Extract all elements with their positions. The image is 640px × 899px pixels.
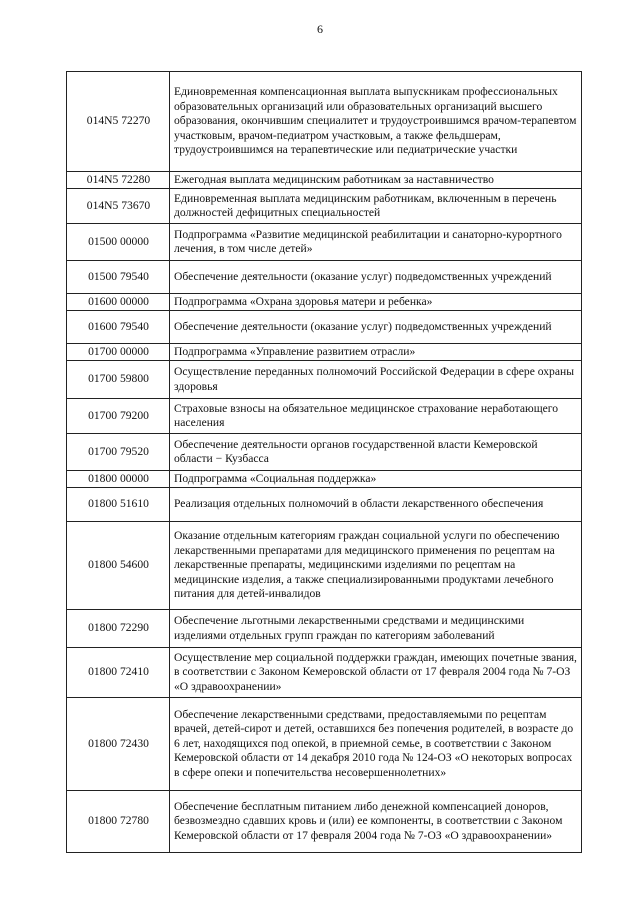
description-cell: Осуществление переданных полномочий Российской Федерации в сфере охраны здоровья: [170, 361, 582, 399]
table-row: [67, 344, 582, 361]
code-cell: 01800 54600: [67, 522, 170, 610]
code-cell: 01800 72410: [67, 648, 170, 698]
table-row: [67, 399, 582, 434]
description-cell: Оказание отдельным категориям граждан социальной услуги по обеспечению лекарственными препаратами для медицинского применения по рецептам на лекарственные препараты, медицинскими изделиями по рецептам на медицинские изделия, а также специализированными продуктами лечебного питания для детей-инвалидов: [170, 522, 582, 610]
page-number: 6: [317, 22, 323, 36]
code-cell: 014N5 73670: [67, 189, 170, 224]
description-cell: Единовременная компенсационная выплата выпускникам профессиональных образовательных организаций или образовательных организаций высшего образования, окончившим специалитет и трудоустроившимся врачом-терапевтом участковым, врачом-педиатром участковым, а также фельдшерам, трудоустроившимся на терапевтические или педиатрические участки: [170, 72, 582, 172]
table-row: [67, 522, 582, 610]
description-cell: Подпрограмма «Развитие медицинской реабилитации и санаторно-курортного лечения, в том числе детей»: [170, 224, 582, 261]
budget-classification-table: [66, 71, 582, 853]
code-cell: 01800 72430: [67, 698, 170, 791]
table-row: [67, 648, 582, 698]
table-row: [67, 172, 582, 189]
table-row: [67, 610, 582, 648]
description-cell: Обеспечение деятельности (оказание услуг) подведомственных учреждений: [170, 261, 582, 294]
description-cell: Подпрограмма «Управление развитием отрасли»: [170, 344, 582, 361]
code-cell: 01500 00000: [67, 224, 170, 261]
code-cell: 01800 72780: [67, 791, 170, 853]
table-row: [67, 434, 582, 471]
code-cell: 01800 51610: [67, 488, 170, 522]
code-cell: 014N5 72280: [67, 172, 170, 189]
code-cell: 01700 79520: [67, 434, 170, 471]
description-cell: Обеспечение деятельности (оказание услуг) подведомственных учреждений: [170, 311, 582, 344]
description-cell: Обеспечение деятельности органов государственной власти Кемеровской области − Кузбасса: [170, 434, 582, 471]
description-cell: Страховые взносы на обязательное медицинское страхование неработающего населения: [170, 399, 582, 434]
description-cell: Единовременная выплата медицинским работникам, включенным в перечень должностей дефицитных специальностей: [170, 189, 582, 224]
table-row: [67, 488, 582, 522]
description-cell: Обеспечение льготными лекарственными средствами и медицинскими изделиями отдельных групп граждан по категориям заболеваний: [170, 610, 582, 648]
table-row: [67, 361, 582, 399]
code-cell: 01700 59800: [67, 361, 170, 399]
description-cell: Подпрограмма «Социальная поддержка»: [170, 471, 582, 488]
description-cell: Ежегодная выплата медицинским работникам за наставничество: [170, 172, 582, 189]
code-cell: 01700 00000: [67, 344, 170, 361]
table-row: [67, 72, 582, 172]
code-cell: 01800 72290: [67, 610, 170, 648]
description-cell: Осуществление мер социальной поддержки граждан, имеющих почетные звания, в соответствии с Законом Кемеровской области от 17 февраля 2004 года № 7-ОЗ «О здравоохранении»: [170, 648, 582, 698]
code-cell: 01500 79540: [67, 261, 170, 294]
code-cell: 01700 79200: [67, 399, 170, 434]
description-cell: Обеспечение лекарственными средствами, предоставляемыми по рецептам врачей, детей-сирот и детей, оставшихся без попечения родителей, в возрасте до 6 лет, находящихся под опекой, в приемной семье, в соответствии с Законом Кемеровской области от 14 декабря 2010 года № 124-ОЗ «О некоторых вопросах в сфере опеки и попечительства несовершеннолетних»: [170, 698, 582, 791]
table-row: [67, 311, 582, 344]
table-row: [67, 189, 582, 224]
code-cell: 01600 00000: [67, 294, 170, 311]
code-cell: 01600 79540: [67, 311, 170, 344]
table-row: [67, 261, 582, 294]
table-row: [67, 224, 582, 261]
table-row: [67, 698, 582, 791]
code-cell: 01800 00000: [67, 471, 170, 488]
code-cell: 014N5 72270: [67, 72, 170, 172]
table-row: [67, 294, 582, 311]
table-row: [67, 471, 582, 488]
table-row: [67, 791, 582, 853]
description-cell: Обеспечение бесплатным питанием либо денежной компенсацией доноров, безвозмездно сдавших кровь и (или) ее компоненты, в соответствии с Законом Кемеровской области от 17 февраля 2004 года № 7-ОЗ «О здравоохранении»: [170, 791, 582, 853]
description-cell: Подпрограмма «Охрана здоровья матери и ребенка»: [170, 294, 582, 311]
description-cell: Реализация отдельных полномочий в области лекарственного обеспечения: [170, 488, 582, 522]
